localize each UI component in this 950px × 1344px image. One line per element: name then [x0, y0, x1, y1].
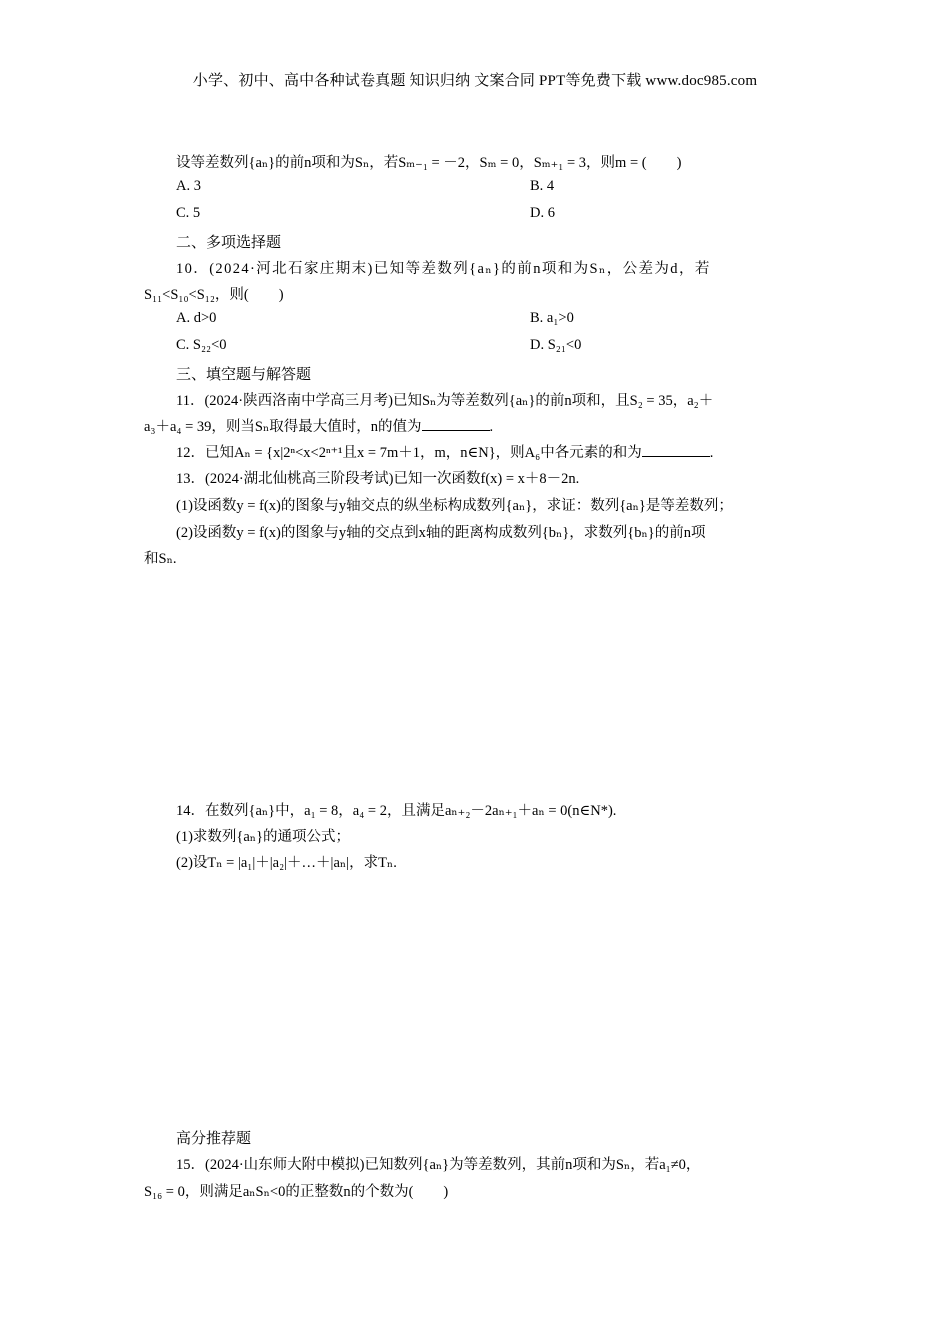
question-13-line1: 13．(2024·湖北仙桃高三阶段考试)已知一次函数f(x) = x＋8－2n.: [176, 471, 580, 487]
question-12: 12．已知Aₙ = {x|2ⁿ<x<2ⁿ⁺¹且x = 7m＋1，m，n∈N}，则A₆中各元素的和为 .: [176, 445, 714, 461]
page-header: 小学、初中、高中各种试卷真题 知识归纳 文案合同 PPT等免费下载 www.doc985.com: [192, 73, 758, 89]
q10-option-c: C. S₂₂<0: [176, 337, 227, 353]
q9-option-a: A. 3: [176, 178, 201, 194]
question-14-part1: (1)求数列{aₙ}的通项公式；: [176, 829, 351, 845]
question-14-line1: 14．在数列{aₙ}中，a₁ = 8，a₄ = 2，且满足aₙ₊₂－2aₙ₊₁＋aₙ = 0(n∈N*).: [176, 803, 617, 819]
q10-option-d: D. S₂₁<0: [530, 337, 582, 353]
question-13-part2: (2)设函数y = f(x)的图象与y轴的交点到x轴的距离构成数列{bₙ}，求数列{bₙ}的前n项: [176, 525, 706, 541]
q9-option-d: D. 6: [530, 205, 555, 221]
question-11-line1: 11．(2024·陕西洛南中学高三月考)已知Sₙ为等差数列{aₙ}的前n项和，且S₂ = 35，a₂＋: [176, 393, 714, 409]
section-heading-fill-and-solve: 三、填空题与解答题: [176, 367, 312, 383]
question-13-part1: (1)设函数y = f(x)的图象与y轴交点的纵坐标构成数列{aₙ}，求证：数列{aₙ}是等差数列；: [176, 498, 733, 514]
question-9: 设等差数列{aₙ}的前n项和为Sₙ，若Sₘ₋₁ = －2，Sₘ = 0，Sₘ₊₁ = 3，则m = ( ): [176, 155, 682, 171]
question-15-line2: S₁₆ = 0，则满足aₙSₙ<0的正整数n的个数为( ): [144, 1184, 449, 1200]
q10-option-a: A. d>0: [176, 310, 217, 326]
section-heading-multiple-choice: 二、多项选择题: [176, 235, 282, 251]
q9-option-b: B. 4: [530, 178, 555, 194]
question-10-line1: 10．(2024·河北石家庄期末)已知等差数列{aₙ}的前n项和为Sₙ，公差为d，若: [176, 261, 711, 277]
question-14-part2: (2)设Tₙ = |a₁|＋|a₂|＋…＋|aₙ|，求Tₙ.: [176, 855, 397, 871]
section-heading-recommended: 高分推荐题: [176, 1131, 252, 1147]
question-9-text: 设等差数列{aₙ}的前n项和为Sₙ，若Sₘ₋₁ = －2，Sₘ = 0，Sₘ₊₁ = 3，则m = (: [176, 155, 647, 171]
answer-blank: [642, 444, 710, 457]
answer-blank: [422, 418, 490, 431]
question-13-part2-cont: 和Sₙ.: [144, 551, 177, 567]
q9-option-c: C. 5: [176, 205, 201, 221]
question-15-line1: 15．(2024·山东师大附中模拟)已知数列{aₙ}为等差数列，其前n项和为Sₙ，若a₁≠0，: [176, 1157, 701, 1173]
q10-option-b: B. a₁>0: [530, 310, 574, 326]
question-10-line2: S₁₁<S₁₀<S₁₂，则( ): [144, 287, 284, 303]
question-11-line2: a₃＋a₄ = 39，则当Sₙ取得最大值时，n的值为 .: [144, 419, 494, 435]
